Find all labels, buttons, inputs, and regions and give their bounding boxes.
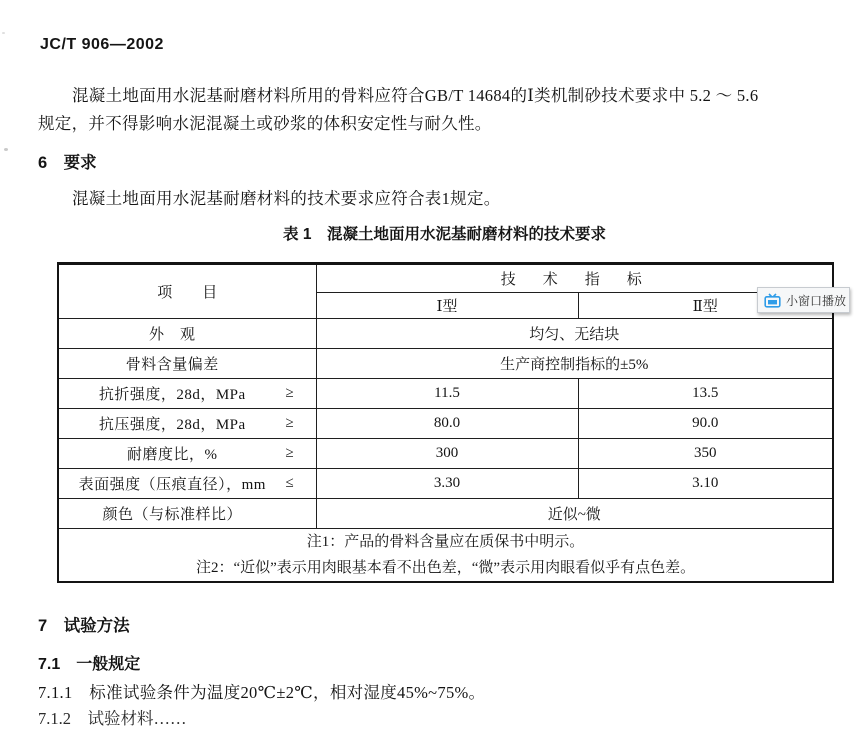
tv-play-icon [764,293,781,308]
table-row [58,319,833,349]
row-symbol: ≤ [285,475,294,491]
row-value-type2: 90.0 [578,409,833,439]
table-1-caption: 表 1 混凝土地面用水泥基耐磨材料的技术要求 [283,226,606,243]
row-label: 外 观 [148,327,196,343]
table-row [58,379,833,409]
row-value-type1: 80.0 [316,409,578,439]
table-header-type1: Ⅰ型 [316,293,578,319]
section-6-heading: 6 要求 [38,154,97,172]
pip-play-label: 小窗口播放 [786,293,847,308]
row-value-type1: 300 [316,439,578,469]
row-value-type2: 3.10 [578,469,833,499]
technical-requirements-table [57,262,834,583]
table-note-2: 注2：“近似”表示用肉眼基本看不出色差，“微”表示用肉眼看似乎有点色差。 [195,560,696,576]
intro-line-2: 规定，并不得影响水泥混凝土或砂浆的体积安定性与耐久性。 [38,114,492,133]
table-header-group: 技 术 指 标 [316,264,833,293]
row-label: 颜色（与标准样比） [102,507,242,523]
table-row [58,349,833,379]
pip-play-button[interactable] [757,287,850,313]
intro-paragraph [38,82,838,138]
section-6-body: 混凝土地面用水泥基耐磨材料的技术要求应符合表1规定。 [72,189,501,208]
table-notes-row [58,529,833,583]
row-label: 抗压强度，28d，MPa [98,417,246,433]
row-symbol: ≥ [285,415,294,431]
row-value-type2: 350 [578,439,833,469]
row-label: 耐磨度比，% [127,447,218,463]
standard-number: JC/T 906—2002 [40,36,164,53]
table-header-item: 项 目 [58,264,316,319]
row-symbol: ≥ [285,445,294,461]
row-span-value: 生产商控制指标的±5% [316,349,833,379]
row-value-type2: 13.5 [578,379,833,409]
section-7-heading: 7 试验方法 [38,617,130,635]
scan-speck [2,32,5,34]
row-span-value: 均匀、无结块 [316,319,833,349]
table-row [58,439,833,469]
row-label: 表面强度（压痕直径），mm [78,477,266,493]
scan-speck [4,148,8,151]
row-span-value: 近似~微 [316,499,833,529]
table-header-type2: Ⅱ型 [578,293,833,319]
table-row [58,409,833,439]
clause-7-1-2-cutoff: 7.1.2 试验材料…… [38,709,187,728]
row-label: 骨料含量偏差 [125,357,219,373]
row-value-type1: 11.5 [316,379,578,409]
table-row [58,499,833,529]
row-value-type1: 3.30 [316,469,578,499]
table-row [58,469,833,499]
row-symbol: ≥ [285,385,294,401]
row-label: 抗折强度，28d，MPa [98,387,246,403]
section-7-1-heading: 7.1 一般规定 [38,656,141,673]
clause-7-1-1: 7.1.1 标准试验条件为温度20℃±2℃，相对湿度45%~75%。 [38,683,486,702]
table-note-1: 注1：产品的骨料含量应在质保书中明示。 [306,534,585,550]
intro-line-1: 混凝土地面用水泥基耐磨材料所用的骨料应符合GB/T 14684的Ⅰ类机制砂技术要求中 5.2 ～ 5.6 [72,86,759,105]
